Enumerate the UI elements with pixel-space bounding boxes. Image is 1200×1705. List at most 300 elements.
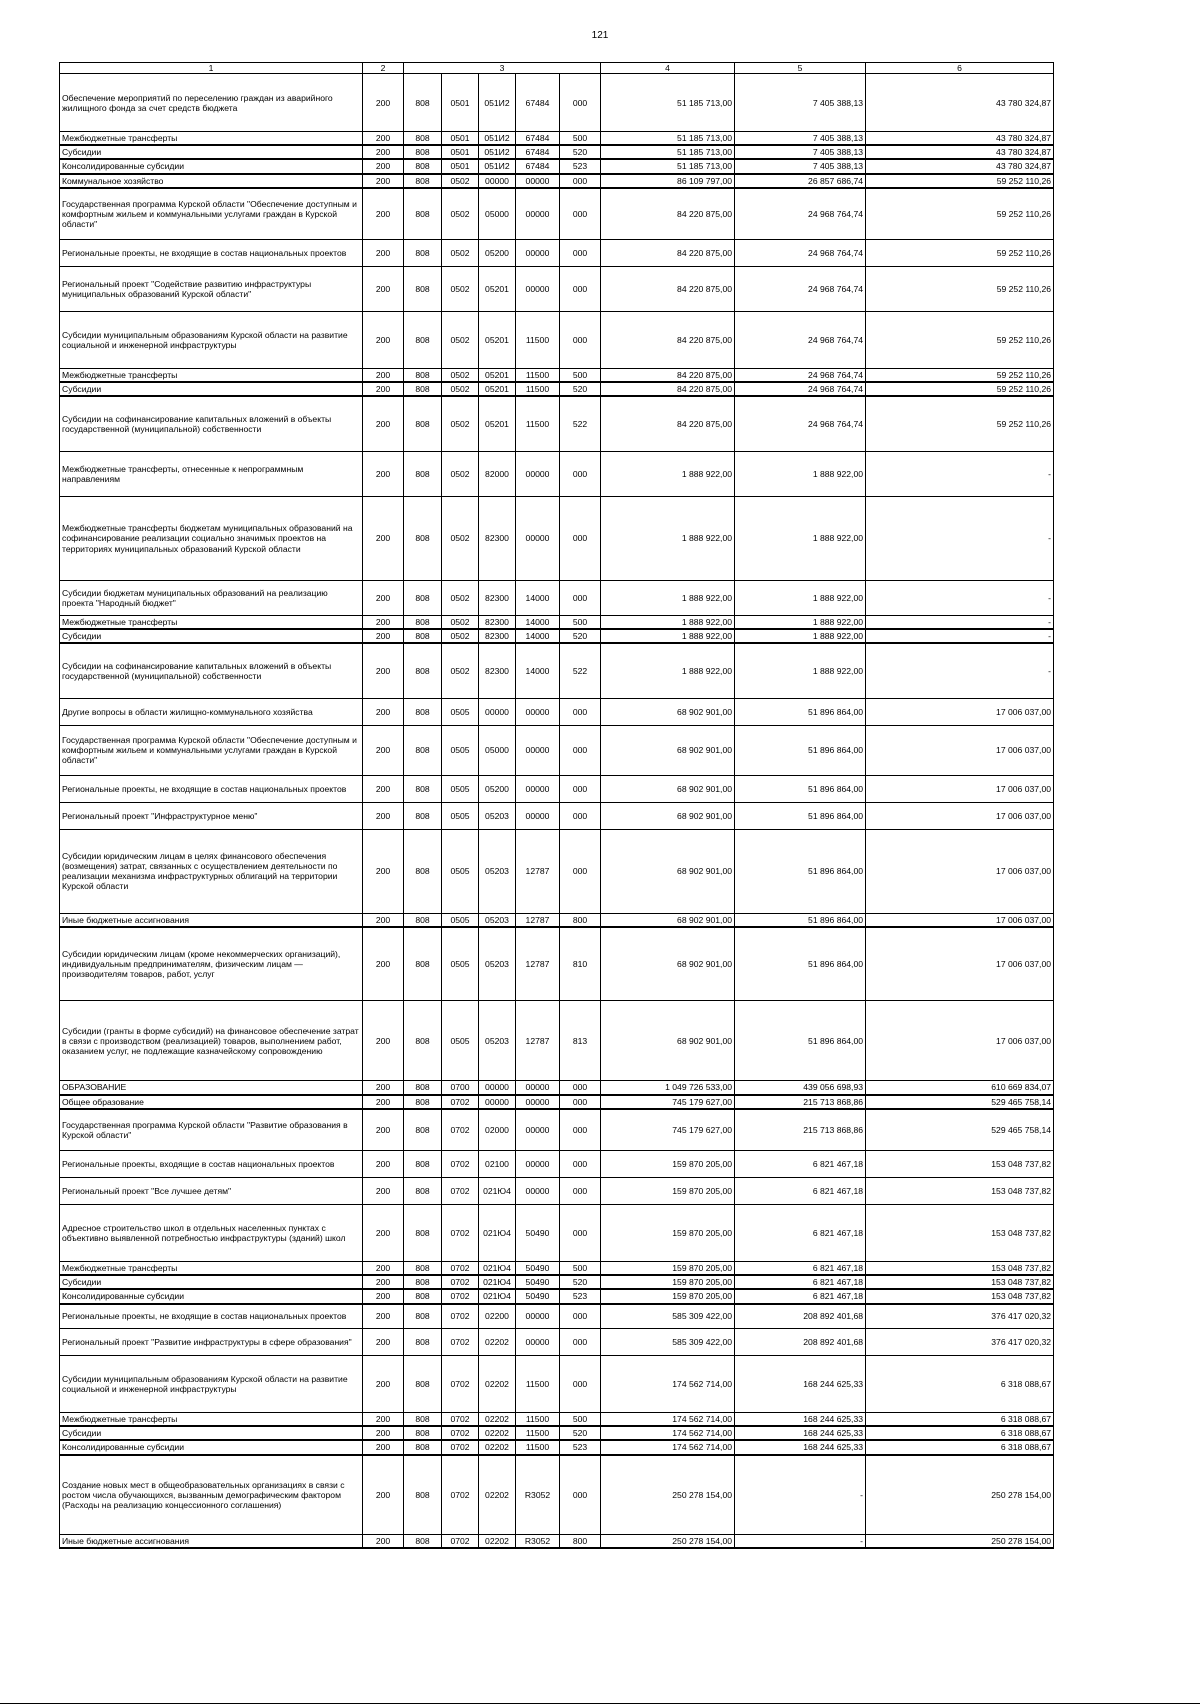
row-value-col5: 1 888 922,00	[735, 580, 866, 615]
row-code-3: 05201	[479, 382, 516, 396]
row-code-5: 000	[560, 829, 601, 913]
header-col-5: 5	[735, 63, 866, 74]
row-value-col5: -	[735, 1535, 866, 1549]
row-value-col4: 84 220 875,00	[601, 188, 735, 240]
row-value-col4: 159 870 205,00	[601, 1289, 735, 1303]
row-name: Межбюджетные трансферты	[60, 132, 363, 146]
row-name: Межбюджетные трансферты, отнесенные к непрограммным направлениям	[60, 451, 363, 496]
row-code-2: 0505	[442, 1001, 479, 1081]
row-value-col4: 1 888 922,00	[601, 496, 735, 580]
row-code-2: 0702	[442, 1304, 479, 1329]
row-gr-code: 200	[363, 1205, 404, 1262]
row-code-1: 808	[404, 132, 442, 146]
row-name: Адресное строительство школ в отдельных населенных пунктах с объективно выявленной потребностью инфраструктуры (зданий) школ	[60, 1205, 363, 1262]
header-col-1: 1	[60, 63, 363, 74]
row-code-3: 051И2	[479, 145, 516, 159]
row-gr-code: 200	[363, 1329, 404, 1356]
row-code-2: 0502	[442, 240, 479, 267]
table-row	[60, 643, 1054, 698]
row-code-2: 0702	[442, 1356, 479, 1413]
table-row	[60, 267, 1054, 312]
row-code-3: 05200	[479, 775, 516, 802]
row-code-3: 02202	[479, 1440, 516, 1454]
row-value-col6: 153 048 737,82	[866, 1262, 1054, 1276]
row-value-col6: 43 780 324,87	[866, 132, 1054, 146]
row-code-5: 800	[560, 1535, 601, 1549]
table-row	[60, 382, 1054, 396]
row-code-2: 0702	[442, 1262, 479, 1276]
row-value-col6: 6 318 088,67	[866, 1426, 1054, 1440]
row-name: Межбюджетные трансферты бюджетам муниципальных образований на софинансирование реализации социально значимых проектов на территориях муниципальных образований Курской области	[60, 496, 363, 580]
row-code-5: 800	[560, 913, 601, 927]
row-value-col6: 153 048 737,82	[866, 1205, 1054, 1262]
row-code-2: 0702	[442, 1426, 479, 1440]
row-gr-code: 200	[363, 312, 404, 369]
row-code-2: 0502	[442, 643, 479, 698]
row-code-2: 0702	[442, 1205, 479, 1262]
row-code-1: 808	[404, 369, 442, 383]
row-gr-code: 200	[363, 725, 404, 775]
row-value-col5: 51 896 864,00	[735, 775, 866, 802]
row-name: Коммунальное хозяйство	[60, 174, 363, 188]
row-code-3: 05000	[479, 725, 516, 775]
table-row	[60, 240, 1054, 267]
row-value-col6: 59 252 110,26	[866, 174, 1054, 188]
row-code-1: 808	[404, 267, 442, 312]
row-code-5: 000	[560, 1095, 601, 1109]
row-gr-code: 200	[363, 829, 404, 913]
row-name: Субсидии	[60, 145, 363, 159]
row-code-3: 00000	[479, 174, 516, 188]
row-code-4: 67484	[516, 145, 560, 159]
table-row	[60, 1413, 1054, 1427]
row-value-col5: 208 892 401,68	[735, 1329, 866, 1356]
row-code-2: 0502	[442, 629, 479, 643]
row-value-col5: 1 888 922,00	[735, 496, 866, 580]
row-value-col5: 7 405 388,13	[735, 132, 866, 146]
row-code-3: 05201	[479, 267, 516, 312]
table-row	[60, 1329, 1054, 1356]
row-code-5: 000	[560, 496, 601, 580]
row-code-4: 00000	[516, 698, 560, 725]
table-row	[60, 159, 1054, 173]
row-code-3: 82300	[479, 643, 516, 698]
row-value-col4: 1 888 922,00	[601, 615, 735, 629]
row-value-col5: 215 713 868,86	[735, 1109, 866, 1151]
row-code-1: 808	[404, 1356, 442, 1413]
table-row	[60, 629, 1054, 643]
row-value-col4: 84 220 875,00	[601, 312, 735, 369]
header-col-3: 3	[404, 63, 601, 74]
row-code-3: 82300	[479, 496, 516, 580]
row-code-5: 810	[560, 927, 601, 1001]
row-value-col6: -	[866, 451, 1054, 496]
row-code-1: 808	[404, 1289, 442, 1303]
row-name: Региональные проекты, входящие в состав национальных проектов	[60, 1151, 363, 1178]
table-row	[60, 1001, 1054, 1081]
row-code-3: 05203	[479, 802, 516, 829]
table-row	[60, 802, 1054, 829]
row-code-4: 00000	[516, 775, 560, 802]
row-code-4: 00000	[516, 451, 560, 496]
row-code-4: 00000	[516, 174, 560, 188]
row-value-col4: 159 870 205,00	[601, 1178, 735, 1205]
table-row	[60, 927, 1054, 1001]
row-code-3: 021Ю4	[479, 1205, 516, 1262]
row-code-4: 11500	[516, 1440, 560, 1454]
row-value-col6: 17 006 037,00	[866, 829, 1054, 913]
row-code-1: 808	[404, 615, 442, 629]
row-code-3: 021Ю4	[479, 1178, 516, 1205]
row-code-3: 82300	[479, 615, 516, 629]
row-value-col6: 153 048 737,82	[866, 1289, 1054, 1303]
row-value-col6: 250 278 154,00	[866, 1455, 1054, 1535]
row-value-col6: -	[866, 615, 1054, 629]
row-value-col5: 6 821 467,18	[735, 1262, 866, 1276]
row-code-4: 12787	[516, 1001, 560, 1081]
row-value-col6: 59 252 110,26	[866, 369, 1054, 383]
row-value-col5: 24 968 764,74	[735, 267, 866, 312]
row-name: Субсидии (гранты в форме субсидий) на финансовое обеспечение затрат в связи с производством (реализацией) товаров, выполнением работ, оказанием услуг, не подлежащие казначейскому сопровождению	[60, 1001, 363, 1081]
row-gr-code: 200	[363, 267, 404, 312]
row-code-3: 02200	[479, 1304, 516, 1329]
row-code-4: 00000	[516, 1329, 560, 1356]
table-row	[60, 369, 1054, 383]
row-code-2: 0702	[442, 1109, 479, 1151]
row-value-col6: 6 318 088,67	[866, 1356, 1054, 1413]
row-code-3: 02000	[479, 1109, 516, 1151]
row-code-1: 808	[404, 159, 442, 173]
row-value-col6: 59 252 110,26	[866, 312, 1054, 369]
row-gr-code: 200	[363, 1535, 404, 1549]
row-code-5: 500	[560, 1262, 601, 1276]
row-code-2: 0501	[442, 145, 479, 159]
row-gr-code: 200	[363, 174, 404, 188]
row-code-3: 02202	[479, 1356, 516, 1413]
row-gr-code: 200	[363, 1440, 404, 1454]
table-row	[60, 145, 1054, 159]
row-value-col4: 86 109 797,00	[601, 174, 735, 188]
row-name: Региональный проект "Развитие инфраструктуры в сфере образования"	[60, 1329, 363, 1356]
row-name: Субсидии на софинансирование капитальных вложений в объекты государственной (муниципальной) собственности	[60, 396, 363, 451]
row-name: Субсидии юридическим лицам (кроме некоммерческих организаций), индивидуальным предпринимателям, физическим лицам — производителям товаров, работ, услуг	[60, 927, 363, 1001]
row-gr-code: 200	[363, 802, 404, 829]
row-code-5: 523	[560, 1289, 601, 1303]
row-value-col4: 51 185 713,00	[601, 145, 735, 159]
table-row	[60, 725, 1054, 775]
row-value-col4: 84 220 875,00	[601, 382, 735, 396]
row-name: Консолидированные субсидии	[60, 159, 363, 173]
row-code-4: 11500	[516, 396, 560, 451]
row-code-2: 0502	[442, 312, 479, 369]
row-gr-code: 200	[363, 382, 404, 396]
row-value-col5: 1 888 922,00	[735, 451, 866, 496]
row-gr-code: 200	[363, 643, 404, 698]
row-code-3: 82000	[479, 451, 516, 496]
row-code-2: 0702	[442, 1440, 479, 1454]
row-code-1: 808	[404, 1413, 442, 1427]
table-row	[60, 1151, 1054, 1178]
row-value-col4: 1 888 922,00	[601, 643, 735, 698]
row-code-2: 0501	[442, 132, 479, 146]
table-row	[60, 174, 1054, 188]
row-gr-code: 200	[363, 1151, 404, 1178]
row-gr-code: 200	[363, 1356, 404, 1413]
row-code-3: 00000	[479, 1081, 516, 1095]
row-value-col6: 59 252 110,26	[866, 188, 1054, 240]
row-code-4: 11500	[516, 1413, 560, 1427]
row-name: Субсидии бюджетам муниципальных образований на реализацию проекта "Народный бюджет"	[60, 580, 363, 615]
row-name: Субсидии муниципальным образованиям Курской области на развитие социальной и инженерной инфраструктуры	[60, 312, 363, 369]
row-code-2: 0702	[442, 1535, 479, 1549]
header-col-6: 6	[866, 63, 1054, 74]
row-gr-code: 200	[363, 145, 404, 159]
row-value-col6: 43 780 324,87	[866, 159, 1054, 173]
row-value-col5: 51 896 864,00	[735, 829, 866, 913]
row-value-col4: 68 902 901,00	[601, 927, 735, 1001]
row-name: Региональный проект "Все лучшее детям"	[60, 1178, 363, 1205]
row-code-1: 808	[404, 1109, 442, 1151]
row-code-4: 11500	[516, 369, 560, 383]
row-code-5: 813	[560, 1001, 601, 1081]
row-code-4: 00000	[516, 188, 560, 240]
row-code-1: 808	[404, 927, 442, 1001]
row-code-3: 05203	[479, 913, 516, 927]
row-code-5: 000	[560, 312, 601, 369]
row-value-col6: 59 252 110,26	[866, 396, 1054, 451]
row-name: Государственная программа Курской области "Развитие образования в Курской области"	[60, 1109, 363, 1151]
row-code-2: 0502	[442, 580, 479, 615]
row-name: Региональные проекты, не входящие в состав национальных проектов	[60, 240, 363, 267]
row-name: Создание новых мест в общеобразовательных организациях в связи с ростом числа обучающихся, вызванным демографическим фактором (Расходы на реализацию концессионного соглашения)	[60, 1455, 363, 1535]
row-name: Региональный проект "Инфраструктурное меню"	[60, 802, 363, 829]
row-value-col4: 159 870 205,00	[601, 1275, 735, 1289]
row-value-col5: 168 244 625,33	[735, 1426, 866, 1440]
row-code-5: 000	[560, 1304, 601, 1329]
row-value-col4: 174 562 714,00	[601, 1356, 735, 1413]
row-code-3: 05201	[479, 312, 516, 369]
row-value-col5: 7 405 388,13	[735, 145, 866, 159]
row-gr-code: 200	[363, 775, 404, 802]
row-code-5: 000	[560, 1178, 601, 1205]
row-value-col4: 68 902 901,00	[601, 913, 735, 927]
row-value-col5: 215 713 868,86	[735, 1095, 866, 1109]
row-gr-code: 200	[363, 240, 404, 267]
table-row	[60, 1356, 1054, 1413]
row-code-2: 0502	[442, 382, 479, 396]
row-code-1: 808	[404, 1440, 442, 1454]
row-code-4: 11500	[516, 1356, 560, 1413]
row-code-1: 808	[404, 725, 442, 775]
row-code-1: 808	[404, 396, 442, 451]
row-code-1: 808	[404, 496, 442, 580]
row-code-4: 12787	[516, 829, 560, 913]
row-code-2: 0501	[442, 159, 479, 173]
row-code-3: 02100	[479, 1151, 516, 1178]
row-value-col5: 6 821 467,18	[735, 1178, 866, 1205]
row-value-col6: 153 048 737,82	[866, 1275, 1054, 1289]
table-row	[60, 1289, 1054, 1303]
row-code-1: 808	[404, 1455, 442, 1535]
row-name: Субсидии	[60, 1275, 363, 1289]
row-value-col4: 68 902 901,00	[601, 725, 735, 775]
row-name: Консолидированные субсидии	[60, 1289, 363, 1303]
row-name: Общее образование	[60, 1095, 363, 1109]
row-code-1: 808	[404, 1535, 442, 1549]
row-code-1: 808	[404, 1001, 442, 1081]
row-value-col4: 585 309 422,00	[601, 1304, 735, 1329]
row-code-1: 808	[404, 1275, 442, 1289]
row-value-col6: 529 465 758,14	[866, 1095, 1054, 1109]
row-gr-code: 200	[363, 74, 404, 132]
row-value-col6: 17 006 037,00	[866, 913, 1054, 927]
row-code-2: 0505	[442, 725, 479, 775]
row-value-col5: 51 896 864,00	[735, 698, 866, 725]
table-row	[60, 1262, 1054, 1276]
row-code-2: 0702	[442, 1329, 479, 1356]
row-code-1: 808	[404, 312, 442, 369]
row-name: Региональные проекты, не входящие в состав национальных проектов	[60, 1304, 363, 1329]
row-gr-code: 200	[363, 927, 404, 1001]
row-value-col5: 6 821 467,18	[735, 1289, 866, 1303]
row-value-col4: 159 870 205,00	[601, 1205, 735, 1262]
row-value-col6: 376 417 020,32	[866, 1329, 1054, 1356]
row-code-3: 021Ю4	[479, 1289, 516, 1303]
row-gr-code: 200	[363, 1262, 404, 1276]
row-name: Региональный проект "Содействие развитию инфраструктуры муниципальных образований Курской области"	[60, 267, 363, 312]
row-value-col5: 168 244 625,33	[735, 1413, 866, 1427]
row-value-col6: 59 252 110,26	[866, 240, 1054, 267]
row-code-3: 02202	[479, 1455, 516, 1535]
row-code-4: 50490	[516, 1262, 560, 1276]
row-gr-code: 200	[363, 496, 404, 580]
row-value-col4: 250 278 154,00	[601, 1455, 735, 1535]
row-value-col4: 84 220 875,00	[601, 240, 735, 267]
row-code-3: 02202	[479, 1426, 516, 1440]
row-code-4: 14000	[516, 580, 560, 615]
table-row	[60, 312, 1054, 369]
table-row	[60, 698, 1054, 725]
table-row	[60, 1426, 1054, 1440]
row-value-col5: 26 857 686,74	[735, 174, 866, 188]
row-code-4: 50490	[516, 1205, 560, 1262]
row-value-col4: 84 220 875,00	[601, 267, 735, 312]
row-code-2: 0702	[442, 1095, 479, 1109]
row-code-5: 500	[560, 132, 601, 146]
row-code-3: 05000	[479, 188, 516, 240]
row-code-3: 05203	[479, 829, 516, 913]
row-value-col4: 585 309 422,00	[601, 1329, 735, 1356]
row-gr-code: 200	[363, 396, 404, 451]
row-gr-code: 200	[363, 580, 404, 615]
row-code-4: 14000	[516, 615, 560, 629]
row-code-1: 808	[404, 580, 442, 615]
row-code-4: 11500	[516, 312, 560, 369]
row-value-col5: 7 405 388,13	[735, 159, 866, 173]
row-value-col6: -	[866, 643, 1054, 698]
row-code-4: 14000	[516, 643, 560, 698]
table-row	[60, 1535, 1054, 1549]
row-value-col5: 51 896 864,00	[735, 725, 866, 775]
row-value-col4: 745 179 627,00	[601, 1095, 735, 1109]
row-gr-code: 200	[363, 159, 404, 173]
row-value-col4: 159 870 205,00	[601, 1262, 735, 1276]
row-gr-code: 200	[363, 1455, 404, 1535]
row-value-col6: 250 278 154,00	[866, 1535, 1054, 1549]
row-code-1: 808	[404, 643, 442, 698]
row-value-col6: 43 780 324,87	[866, 145, 1054, 159]
row-value-col4: 68 902 901,00	[601, 1001, 735, 1081]
row-code-5: 000	[560, 188, 601, 240]
row-code-1: 808	[404, 240, 442, 267]
row-code-1: 808	[404, 1081, 442, 1095]
table-row	[60, 913, 1054, 927]
row-code-5: 523	[560, 1440, 601, 1454]
row-value-col6: 43 780 324,87	[866, 74, 1054, 132]
row-code-4: 00000	[516, 1304, 560, 1329]
table-row	[60, 451, 1054, 496]
row-code-4: 00000	[516, 1095, 560, 1109]
row-name: Консолидированные субсидии	[60, 1440, 363, 1454]
row-code-5: 000	[560, 451, 601, 496]
row-code-3: 00000	[479, 698, 516, 725]
row-code-5: 520	[560, 1275, 601, 1289]
row-value-col6: 610 669 834,07	[866, 1081, 1054, 1095]
table-row	[60, 580, 1054, 615]
row-value-col6: 153 048 737,82	[866, 1151, 1054, 1178]
row-value-col5: -	[735, 1455, 866, 1535]
row-gr-code: 200	[363, 1426, 404, 1440]
row-code-5: 000	[560, 1329, 601, 1356]
row-code-1: 808	[404, 913, 442, 927]
row-code-2: 0505	[442, 927, 479, 1001]
row-code-5: 520	[560, 145, 601, 159]
row-code-1: 808	[404, 1329, 442, 1356]
row-code-5: 000	[560, 240, 601, 267]
row-code-5: 500	[560, 1413, 601, 1427]
row-code-4: 11500	[516, 382, 560, 396]
row-gr-code: 200	[363, 913, 404, 927]
row-gr-code: 200	[363, 451, 404, 496]
row-code-3: 05201	[479, 369, 516, 383]
row-gr-code: 200	[363, 1304, 404, 1329]
header-col-4: 4	[601, 63, 735, 74]
row-code-5: 000	[560, 1109, 601, 1151]
row-code-1: 808	[404, 698, 442, 725]
row-code-2: 0702	[442, 1151, 479, 1178]
row-code-4: 12787	[516, 913, 560, 927]
row-value-col4: 159 870 205,00	[601, 1151, 735, 1178]
row-value-col6: 17 006 037,00	[866, 927, 1054, 1001]
row-value-col5: 168 244 625,33	[735, 1356, 866, 1413]
row-code-5: 000	[560, 267, 601, 312]
row-value-col4: 1 888 922,00	[601, 580, 735, 615]
row-code-5: 000	[560, 1081, 601, 1095]
row-gr-code: 200	[363, 1289, 404, 1303]
row-code-3: 02202	[479, 1329, 516, 1356]
row-value-col5: 24 968 764,74	[735, 396, 866, 451]
row-value-col5: 6 821 467,18	[735, 1151, 866, 1178]
table-row	[60, 1440, 1054, 1454]
row-value-col4: 51 185 713,00	[601, 132, 735, 146]
row-code-1: 808	[404, 802, 442, 829]
row-name: Субсидии	[60, 1426, 363, 1440]
row-code-3: 021Ю4	[479, 1275, 516, 1289]
row-code-2: 0505	[442, 913, 479, 927]
row-code-4: 14000	[516, 629, 560, 643]
row-code-1: 808	[404, 174, 442, 188]
row-value-col4: 1 049 726 533,00	[601, 1081, 735, 1095]
